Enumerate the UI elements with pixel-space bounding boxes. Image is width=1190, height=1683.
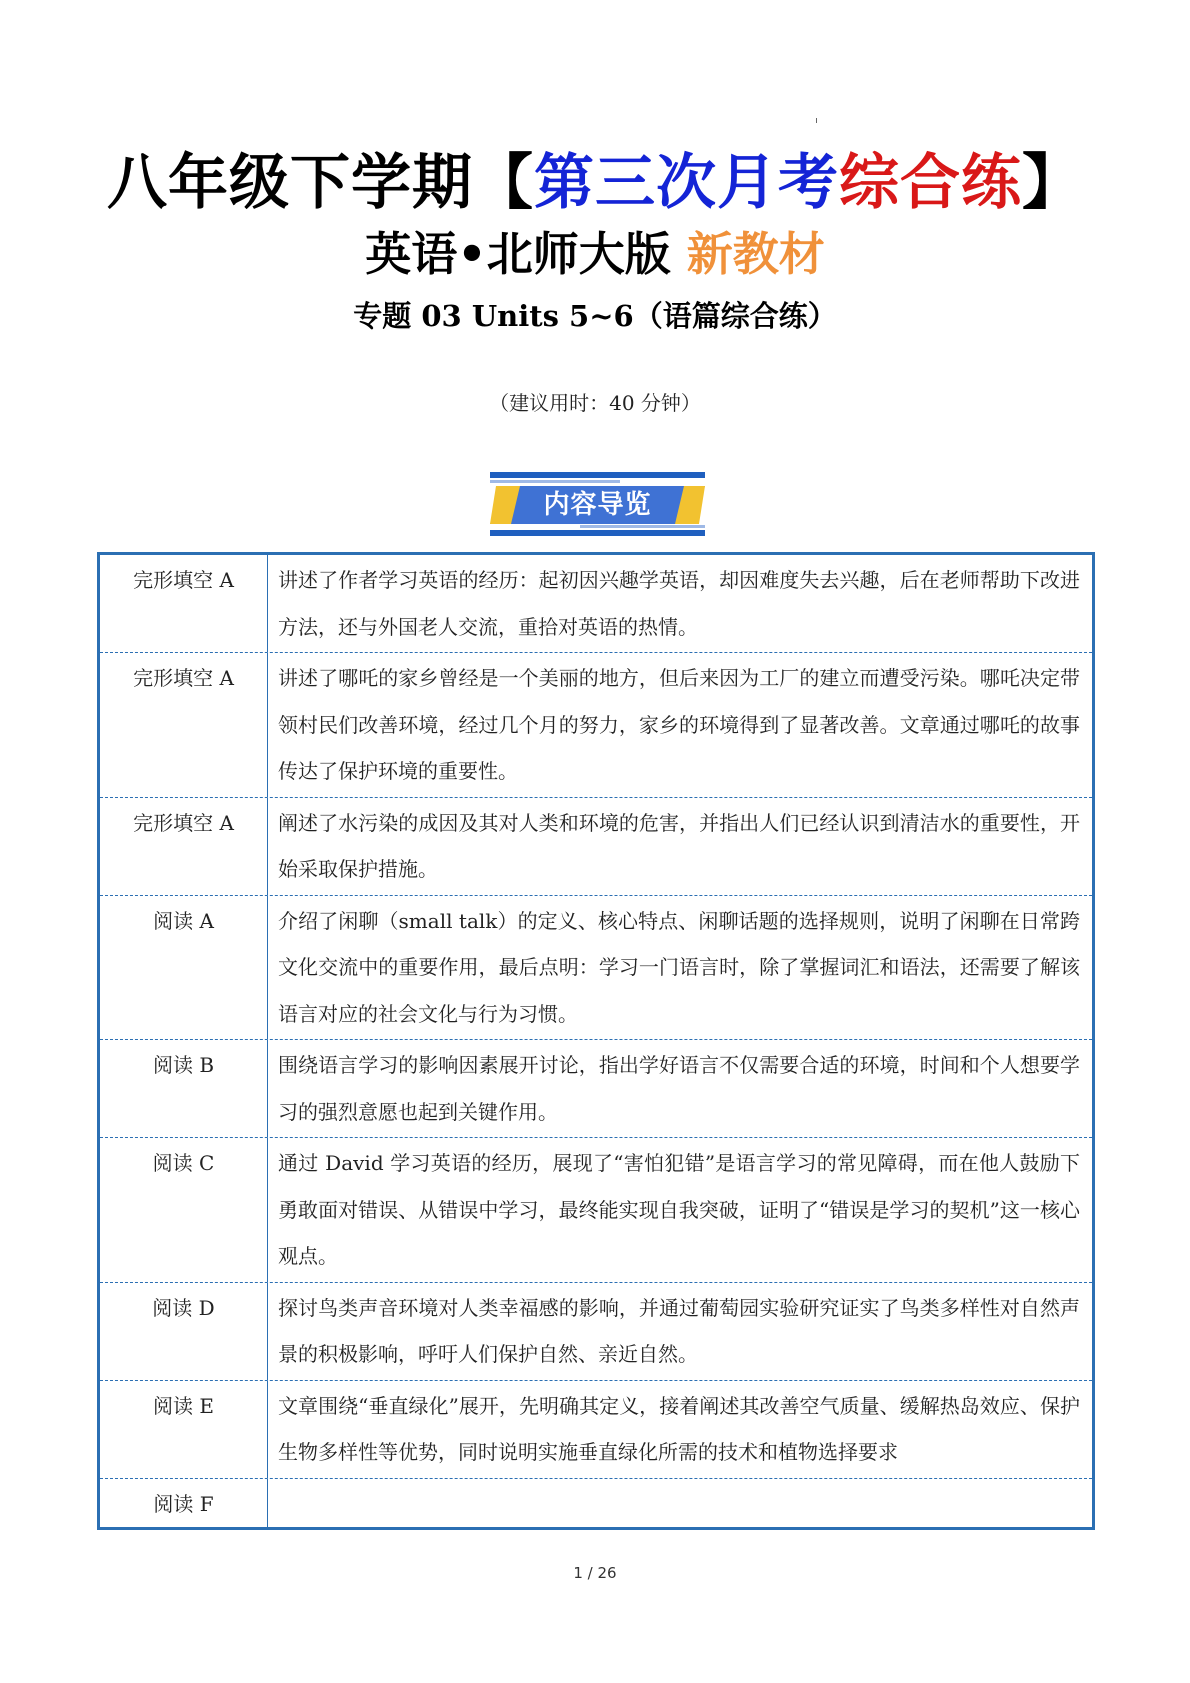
table-row [100,797,1092,895]
header-tick-mark [816,118,817,123]
table-row [100,1137,1092,1282]
title-part-1: 八年级下学期【 [107,148,534,218]
row-label: 阅读 D [100,1283,268,1380]
row-summary: 讲述了作者学习英语的经历：起初因兴趣学英语，却因难度失去兴趣，后在老师帮助下改进方法，还与外国老人交流，重拾对英语的热情。 [278,568,1080,639]
subtitle-main: 英语•北师大版 [365,227,671,281]
topic-heading: 专题 03 Units 5~6（语篇综合练） [353,299,837,333]
page-title [0,148,1190,218]
subtitle-accent: 新教材 [686,227,825,281]
title-part-3: 综合练 [839,148,1022,218]
banner-bottom-accent [580,525,705,528]
row-summary: 讲述了哪吒的家乡曾经是一个美丽的地方，但后来因为工厂的建立而遭受污染。哪吒决定带领村民们改善环境，经过几个月的努力，家乡的环境得到了显著改善。文章通过哪吒的故事传达了保护环境的重要性。 [278,666,1080,783]
banner-top-accent [490,480,620,483]
table-row [100,555,1092,652]
row-summary: 文章围绕“垂直绿化”展开，先明确其定义，接着阐述其改善空气质量、缓解热岛效应、保护生物多样性等优势，同时说明实施垂直绿化所需的技术和植物选择要求 [278,1393,1080,1464]
row-summary: 围绕语言学习的影响因素展开讨论，指出学好语言不仅需要合适的环境，时间和个人想要学习的强烈意愿也起到关键作用。 [278,1053,1080,1124]
banner-bottom-bar [490,530,705,536]
row-label: 阅读 F [100,1479,268,1527]
row-label: 完形填空 A [100,798,268,895]
row-summary: 通过 David 学习英语的经历，展现了“害怕犯错”是语言学习的常见障碍，而在他人鼓励下勇敢面对错误、从错误中学习，最终能实现自我突破，证明了“错误是学习的契机”这一核心观点。 [278,1151,1080,1268]
table-row [100,895,1092,1040]
row-label: 阅读 E [100,1381,268,1478]
row-label: 阅读 C [100,1138,268,1282]
row-summary: 介绍了闲聊（small talk）的定义、核心特点、闲聊话题的选择规则，说明了闲聊在日常跨文化交流中的重要作用，最后点明：学习一门语言时，除了掌握词汇和语法，还需要了解该语言对应的社会文化与行为习惯。 [278,908,1080,1026]
title-part-4: 】 [1022,148,1083,218]
row-summary [268,1479,1092,1527]
suggested-time: （建议用时：40 分钟） [489,391,701,415]
subtitle [0,226,1190,282]
row-label: 阅读 A [100,896,268,1040]
row-label: 完形填空 A [100,653,268,797]
row-label: 完形填空 A [100,555,268,652]
content-guide-banner [490,472,705,536]
table-row [100,1282,1092,1380]
table-row [100,652,1092,797]
row-summary: 探讨鸟类声音环境对人类幸福感的影响，并通过葡萄园实验研究证实了鸟类多样性对自然声景的积极影响，呼吁人们保护自然、亲近自然。 [278,1295,1080,1366]
row-label: 阅读 B [100,1040,268,1137]
page-number: 1 / 26 [573,1564,617,1582]
table-row [100,1039,1092,1137]
title-part-2: 第三次月考 [534,148,839,218]
banner-label: 内容导览 [543,490,652,520]
row-summary: 阐述了水污染的成因及其对人类和环境的危害，并指出人们已经认识到清洁水的重要性，开始采取保护措施。 [278,810,1080,881]
content-table [97,552,1095,1530]
banner-top-bar [490,472,705,478]
table-row [100,1380,1092,1478]
table-row [100,1478,1092,1527]
